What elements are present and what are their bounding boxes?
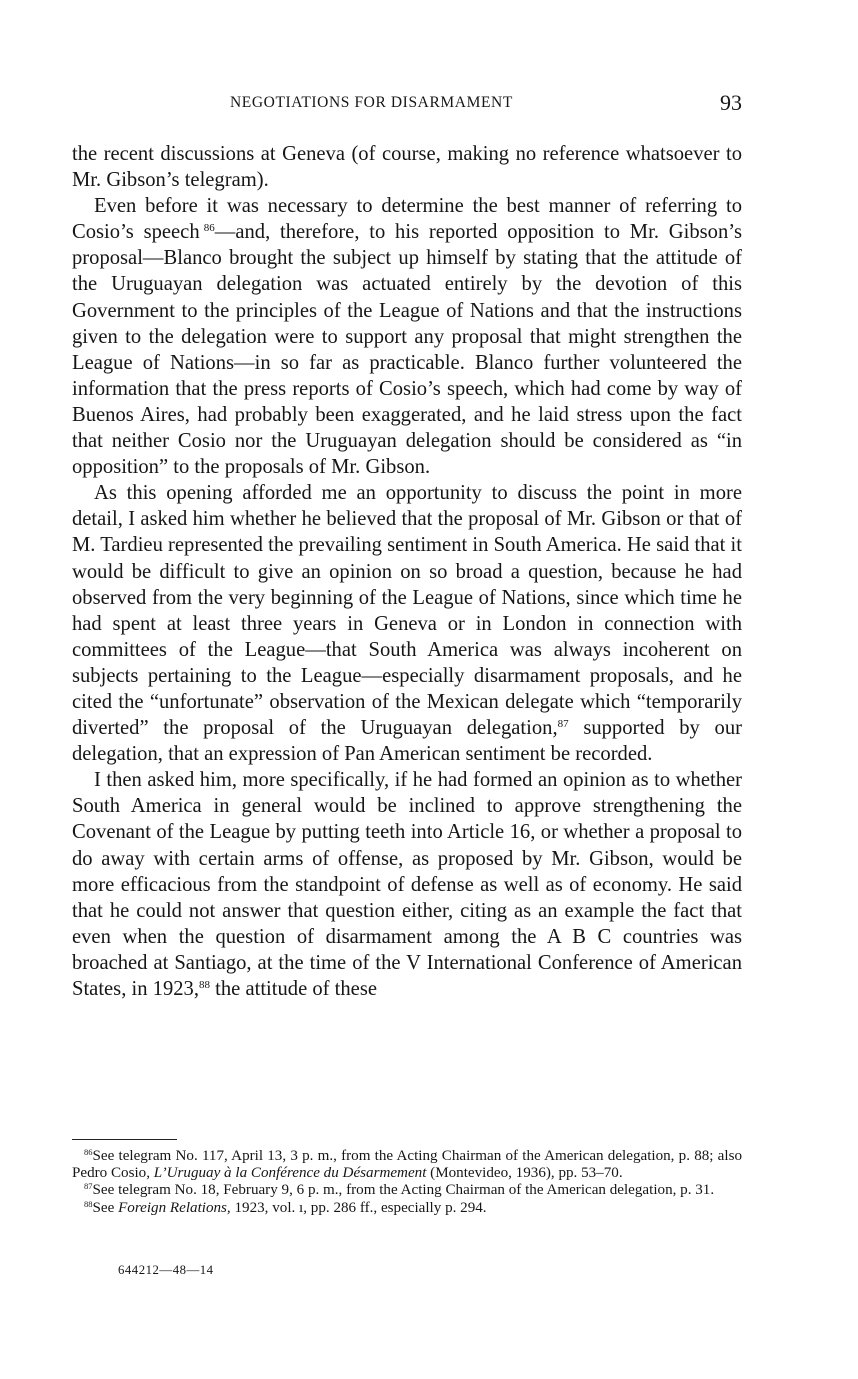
paragraph-2-text-a: Even before it was necessary to determine the best manner of referring to Cosio’s speech (72, 195, 742, 244)
footnote-87-text: See telegram No. 18, February 9, 6 p. m., from the Acting Chairman of the American delegation, p. 31. (92, 1182, 715, 1199)
footnote-mark-88: 88 (84, 1198, 93, 1209)
paragraph-1-text: the recent discussions at Geneva (of course, making no reference whatsoever to Mr. Gibson’s telegram). (72, 143, 742, 192)
footnote-mark-87: 87 (84, 1181, 93, 1192)
footnote-ref-88: 88 (199, 979, 210, 991)
paragraph-3-text-b: supported by our delegation, that an expression of Pan American sentiment be recorded. (72, 717, 742, 766)
footnote-rule (72, 1139, 177, 1140)
paragraph-2-text-b: —and, therefore, to his reported opposition to Mr. Gibson’s proposal—Blanco brought the subject up himself by stating that the attitude of the Uruguayan delegation was actuated entirely by the devotion of this Government to the principles of the League of Nations and that the instructions given to the delegation were to support any proposal that might strengthen the League of Nations—in so far as practicable. Blanco further volunteered the information that the press reports of Cosio’s speech, which had come by way of Buenos Aires, had probably been exaggerated, and he laid stress upon the fact that neither Cosio nor the Uruguayan delegation should be considered as “in opposition” to the proposals of Mr. Gibson. (72, 221, 742, 479)
footnote-86 (72, 1148, 742, 1182)
footnote-87 (72, 1182, 742, 1199)
footnote-88-text-a: See (92, 1199, 119, 1216)
footnote-ref-86: 86 (203, 222, 215, 235)
body-text (72, 141, 742, 1002)
paragraph-4-text-b: the attitude of these (210, 978, 377, 1000)
footnote-mark-86: 86 (84, 1147, 93, 1157)
printer-code: 644212—48—14 (118, 1263, 214, 1277)
footnote-86-text-b: (Montevideo, 1936), pp. 53–70. (426, 1165, 623, 1182)
footnote-88 (72, 1200, 742, 1217)
paragraph-3 (72, 480, 742, 767)
paragraph-1 (72, 141, 742, 193)
footnote-88-title: Foreign Relations, (118, 1199, 231, 1216)
running-title: NEGOTIATIONS FOR DISARMAMENT (230, 94, 513, 111)
footnote-86-text-a: See telegram No. 117, April 13, 3 p. m., from the Acting Chairman of the American delegation, p. 88; also Pedro Cosio, (72, 1148, 742, 1182)
footnote-88-text-b: 1923, vol. ı, pp. 286 ff., especially p. 294. (230, 1199, 487, 1216)
footnotes (72, 1148, 742, 1217)
footnote-86-title: L’Uruguay à la Conférence du Désarmement (153, 1165, 427, 1182)
page-number: 93 (720, 90, 742, 115)
paragraph-2 (72, 193, 742, 480)
footnote-ref-87: 87 (557, 718, 569, 731)
paragraph-4 (72, 767, 742, 1002)
paragraph-4-text-a: I then asked him, more specifically, if he had formed an opinion as to whether South America in general would be inclined to approve strengthening the Covenant of the League by putting teeth into Article 16, or whether a proposal to do away with certain arms of offense, as proposed by Mr. Gibson, would be more efficacious from the standpoint of defense as well as of economy. He said that he could not answer that question either, citing as an example the fact that even when the question of disarmament among the A B C countries was broached at Santiago, at the time of the V International Conference of American States, in 1923, (72, 769, 742, 1000)
paragraph-3-text-a: As this opening afforded me an opportunity to discuss the point in more detail, I asked him whether he believed that the proposal of Mr. Gibson or that of M. Tardieu represented the prevailing sentiment in South America. He said that it would be difficult to give an opinion on so broad a question, because he had observed from the very beginning of the League of Nations, since which time he had spent at least three years in Geneva or in London in connection with committees of the League—that South America was always incoherent on subjects pertaining to the League—especially disarmament proposals, and he cited the “unfortunate” observation of the Mexican delegate which “temporarily diverted” the proposal of the Uruguayan delegation, (72, 482, 742, 740)
running-header (72, 90, 742, 120)
